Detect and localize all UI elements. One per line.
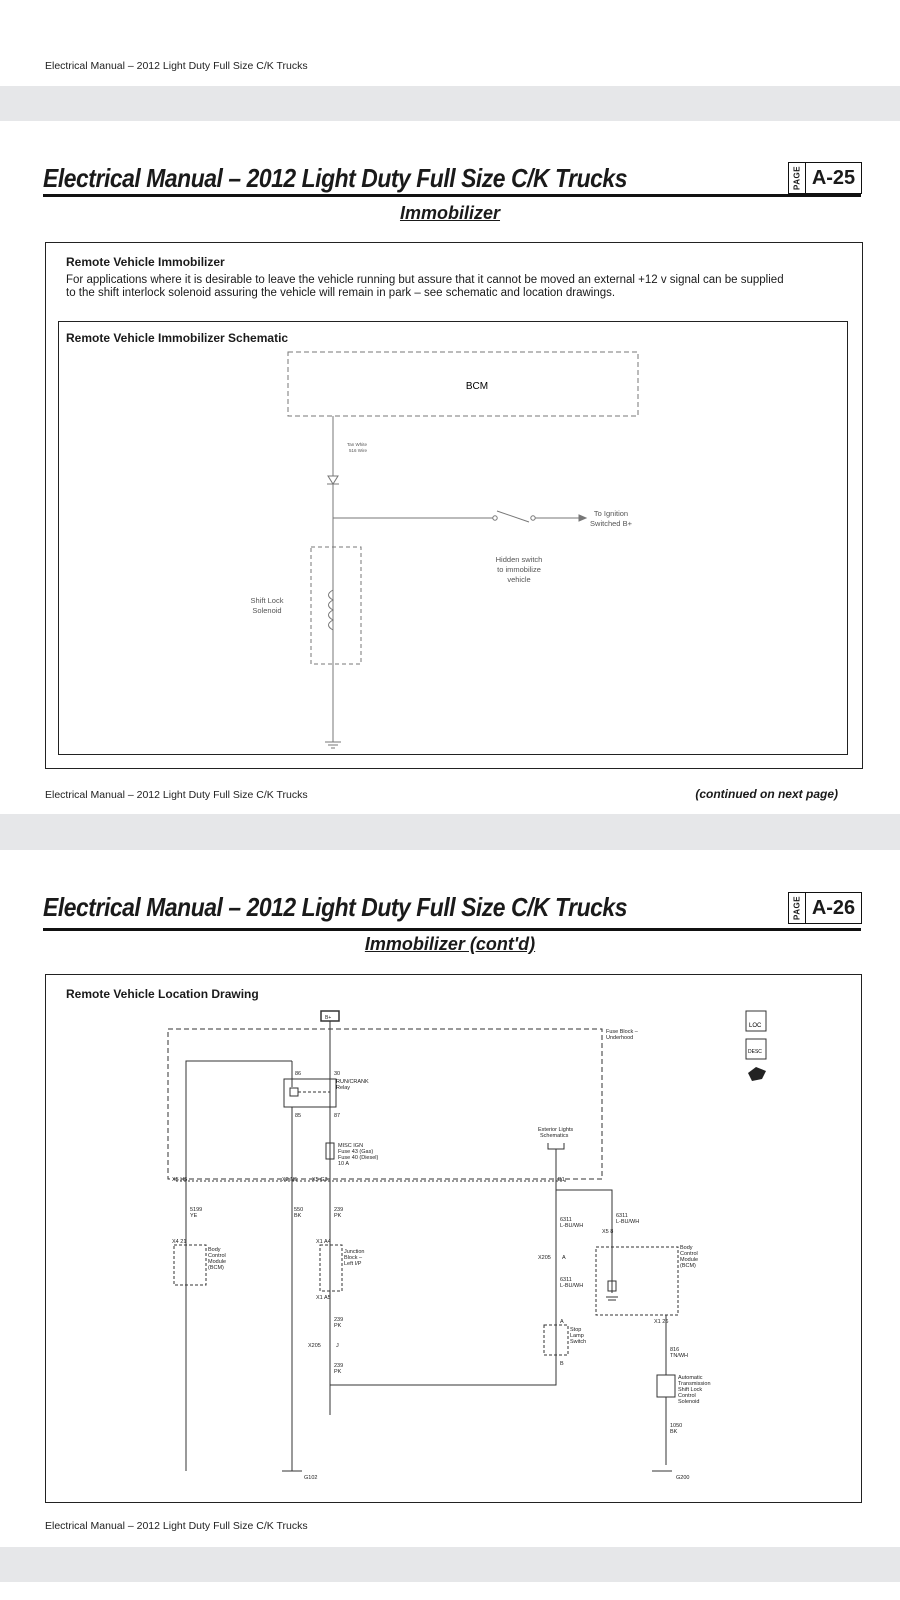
location-drawing-box bbox=[45, 974, 862, 1503]
bcm-left-label-2: Control bbox=[208, 1253, 226, 1259]
wire-bk-1050: BK bbox=[670, 1429, 678, 1435]
to-ignition-label-1: To Ignition bbox=[593, 509, 629, 518]
fuse-label-4: 10 A bbox=[338, 1161, 350, 1167]
shift-lock-solenoid-box bbox=[311, 547, 361, 664]
wire-550: 550 bbox=[294, 1207, 304, 1213]
conn-x1-a5: X1 A5 bbox=[316, 1295, 331, 1301]
page-strip-top bbox=[0, 0, 900, 86]
solenoid-coil bbox=[329, 590, 334, 630]
schematic-heading: Remote Vehicle Immobilizer Schematic bbox=[66, 331, 289, 345]
shift-lock-label-2: Solenoid bbox=[252, 606, 282, 615]
section-title: Immobilizer bbox=[399, 203, 501, 223]
stop-lamp-label-3: Switch bbox=[570, 1339, 587, 1345]
page-strip-bottom bbox=[0, 1582, 900, 1600]
wire-label-2: 516 Wire bbox=[349, 448, 368, 453]
ats-label-2: Transmission bbox=[678, 1381, 711, 1387]
bcm-block bbox=[288, 352, 638, 416]
desc-icon: DESC bbox=[748, 1049, 762, 1055]
pin-j: J bbox=[336, 1343, 339, 1349]
immobilizer-schematic bbox=[59, 322, 847, 754]
page-header-title: Electrical Manual – 2012 Light Duty Full Size C/K Trucks bbox=[43, 892, 627, 922]
immobilizer-box bbox=[45, 242, 863, 769]
wire-lbuwh-c: L-BU/WH bbox=[560, 1283, 584, 1289]
pin-b-stop: B bbox=[560, 1361, 564, 1367]
conn-x4-21: X4 21 bbox=[172, 1239, 187, 1245]
loc-icon: LOC bbox=[749, 1023, 762, 1029]
running-footer: Electrical Manual – 2012 Light Duty Full Size C/K Trucks bbox=[45, 60, 308, 72]
shift-lock-label-1: Shift Lock bbox=[250, 596, 284, 605]
junction-block bbox=[320, 1245, 342, 1291]
location-drawing bbox=[46, 975, 861, 1502]
page-header-title: Electrical Manual – 2012 Light Duty Full Size C/K Trucks bbox=[43, 163, 627, 193]
exterior-lights-label-2: Schematics bbox=[540, 1133, 569, 1139]
page-number-box bbox=[788, 162, 862, 194]
wire-ye: YE bbox=[190, 1213, 198, 1219]
bcm-label: BCM bbox=[465, 381, 489, 392]
ground-g102: G102 bbox=[304, 1475, 318, 1481]
fuse-block-underhood bbox=[168, 1029, 602, 1179]
ats-label-4: Control bbox=[678, 1393, 696, 1399]
bcm-left-label-3: Module bbox=[208, 1259, 227, 1265]
conn-x5-8: X5 8 bbox=[602, 1229, 614, 1235]
page-a26 bbox=[0, 850, 900, 1547]
junction-label-2: Block – bbox=[344, 1255, 363, 1261]
ats-label-3: Shift Lock bbox=[678, 1387, 703, 1393]
remote-immobilizer-heading: Remote Vehicle Immobilizer bbox=[66, 255, 225, 269]
junction-label-3: Left I/P bbox=[344, 1261, 362, 1267]
header-rule bbox=[43, 194, 861, 197]
pin-87: 87 bbox=[334, 1113, 341, 1119]
page-number: A-26 bbox=[811, 896, 856, 919]
wire-pk-a: PK bbox=[334, 1213, 342, 1219]
wire-pk-b: PK bbox=[334, 1323, 342, 1329]
junction-label-1: Junction bbox=[344, 1249, 365, 1255]
wire-1050: 1050 bbox=[670, 1423, 683, 1429]
wire-lbuwh-b: L-BU/WH bbox=[616, 1219, 640, 1225]
ground-g200: G200 bbox=[676, 1475, 690, 1481]
page-label: PAGE bbox=[792, 895, 802, 921]
hidden-switch-label-3: vehicle bbox=[507, 575, 531, 584]
shift-lock-solenoid bbox=[657, 1375, 675, 1397]
bcm-left-label-4: (BCM) bbox=[208, 1265, 224, 1271]
wire-5199: 5199 bbox=[190, 1207, 203, 1213]
wire-label-1: Tan White bbox=[347, 442, 368, 447]
conn-x5-h5: X5 H5 bbox=[172, 1177, 188, 1183]
wire-pk-c: PK bbox=[334, 1369, 342, 1375]
conn-x1-a4: X1 A4 bbox=[316, 1239, 331, 1245]
fuse-block-label-2: Underhood bbox=[606, 1035, 634, 1041]
section-title: Immobilizer (cont'd) bbox=[364, 934, 536, 954]
schematic-box bbox=[58, 321, 848, 755]
ats-label-1: Automatic bbox=[678, 1375, 703, 1381]
conn-x205-left: X205 bbox=[308, 1343, 321, 1349]
wire-lbuwh-a: L-BU/WH bbox=[560, 1223, 584, 1229]
to-ignition-label-2: Switched B+ bbox=[590, 519, 632, 528]
conn-x205-right: X205 bbox=[538, 1255, 551, 1261]
page-number-box bbox=[788, 892, 862, 924]
connector-icon bbox=[748, 1067, 766, 1081]
fuse-block-label-1: Fuse Block – bbox=[606, 1029, 638, 1035]
pin-86: 86 bbox=[295, 1071, 302, 1077]
page-label: PAGE bbox=[792, 165, 802, 191]
wire-816: 816 bbox=[670, 1347, 680, 1353]
bcm-left bbox=[174, 1245, 206, 1285]
fuse-label-3: Fuse 40 (Diesel) bbox=[338, 1155, 379, 1161]
pin-85: 85 bbox=[295, 1113, 302, 1119]
fuse-label-2: Fuse 43 (Gas) bbox=[338, 1149, 374, 1155]
bcm-left-label-1: Body bbox=[208, 1247, 221, 1253]
pin-a-stop: A bbox=[560, 1319, 564, 1325]
continued-note: (continued on next page) bbox=[695, 787, 838, 801]
conn-x5-g3: X5 G3 bbox=[312, 1177, 328, 1183]
conn-b1: B1 bbox=[558, 1177, 565, 1183]
bcm-right-label-4: (BCM) bbox=[680, 1263, 696, 1269]
page-number: A-25 bbox=[811, 166, 856, 189]
hidden-switch bbox=[497, 511, 529, 522]
hidden-switch-label-2: to immobilize bbox=[497, 565, 541, 574]
bcm-right-label-3: Module bbox=[680, 1257, 699, 1263]
wire-239-a: 239 bbox=[334, 1207, 344, 1213]
bcm-right-label-1: Body bbox=[680, 1245, 693, 1251]
wire-6311-b: 6311 bbox=[616, 1213, 628, 1219]
exterior-lights-label-1: Exterior Lights bbox=[538, 1127, 574, 1133]
wire-239-c: 239 bbox=[334, 1363, 344, 1369]
stop-lamp-label-2: Lamp bbox=[570, 1333, 584, 1339]
wire-6311-a: 6311 bbox=[560, 1217, 572, 1223]
page-footer: Electrical Manual – 2012 Light Duty Full Size C/K Trucks bbox=[45, 789, 308, 801]
wire-tnwh: TN/WH bbox=[670, 1353, 689, 1359]
conn-x1-26: X1 26 bbox=[654, 1319, 669, 1325]
wire-bk: BK bbox=[294, 1213, 302, 1219]
relay-label-2: Relay bbox=[336, 1085, 351, 1091]
side-icons bbox=[746, 1011, 766, 1081]
hidden-switch-label-1: Hidden switch bbox=[495, 555, 543, 564]
header-rule bbox=[43, 928, 861, 931]
bplus-label: B+ bbox=[325, 1015, 332, 1021]
fuse-label-1: MISC IGN bbox=[338, 1143, 364, 1149]
pin-a-x205: A bbox=[562, 1255, 566, 1261]
wire-239-b: 239 bbox=[334, 1317, 344, 1323]
ats-label-5: Solenoid bbox=[678, 1399, 700, 1405]
wire-6311-c: 6311 bbox=[560, 1277, 572, 1283]
page-a25 bbox=[0, 121, 900, 814]
remote-immobilizer-text-line1: For applications where it is desirable to leave the vehicle running but assure that it cannot be moved an external +12 v signal can be supplied bbox=[66, 274, 784, 286]
bcm-right-label-2: Control bbox=[680, 1251, 698, 1257]
location-drawing-heading: Remote Vehicle Location Drawing bbox=[66, 987, 259, 1001]
page-footer: Electrical Manual – 2012 Light Duty Full Size C/K Trucks bbox=[45, 1520, 308, 1532]
relay-label-1: RUN/CRANK bbox=[336, 1079, 369, 1085]
remote-immobilizer-text-line2: to the shift interlock solenoid assuring the vehicle will remain in park – see schematic and location drawings. bbox=[66, 287, 616, 299]
stop-lamp-label-1: Stop bbox=[570, 1327, 582, 1333]
conn-x2-n5: X2 N5 bbox=[282, 1177, 298, 1183]
pin-30: 30 bbox=[334, 1071, 341, 1077]
